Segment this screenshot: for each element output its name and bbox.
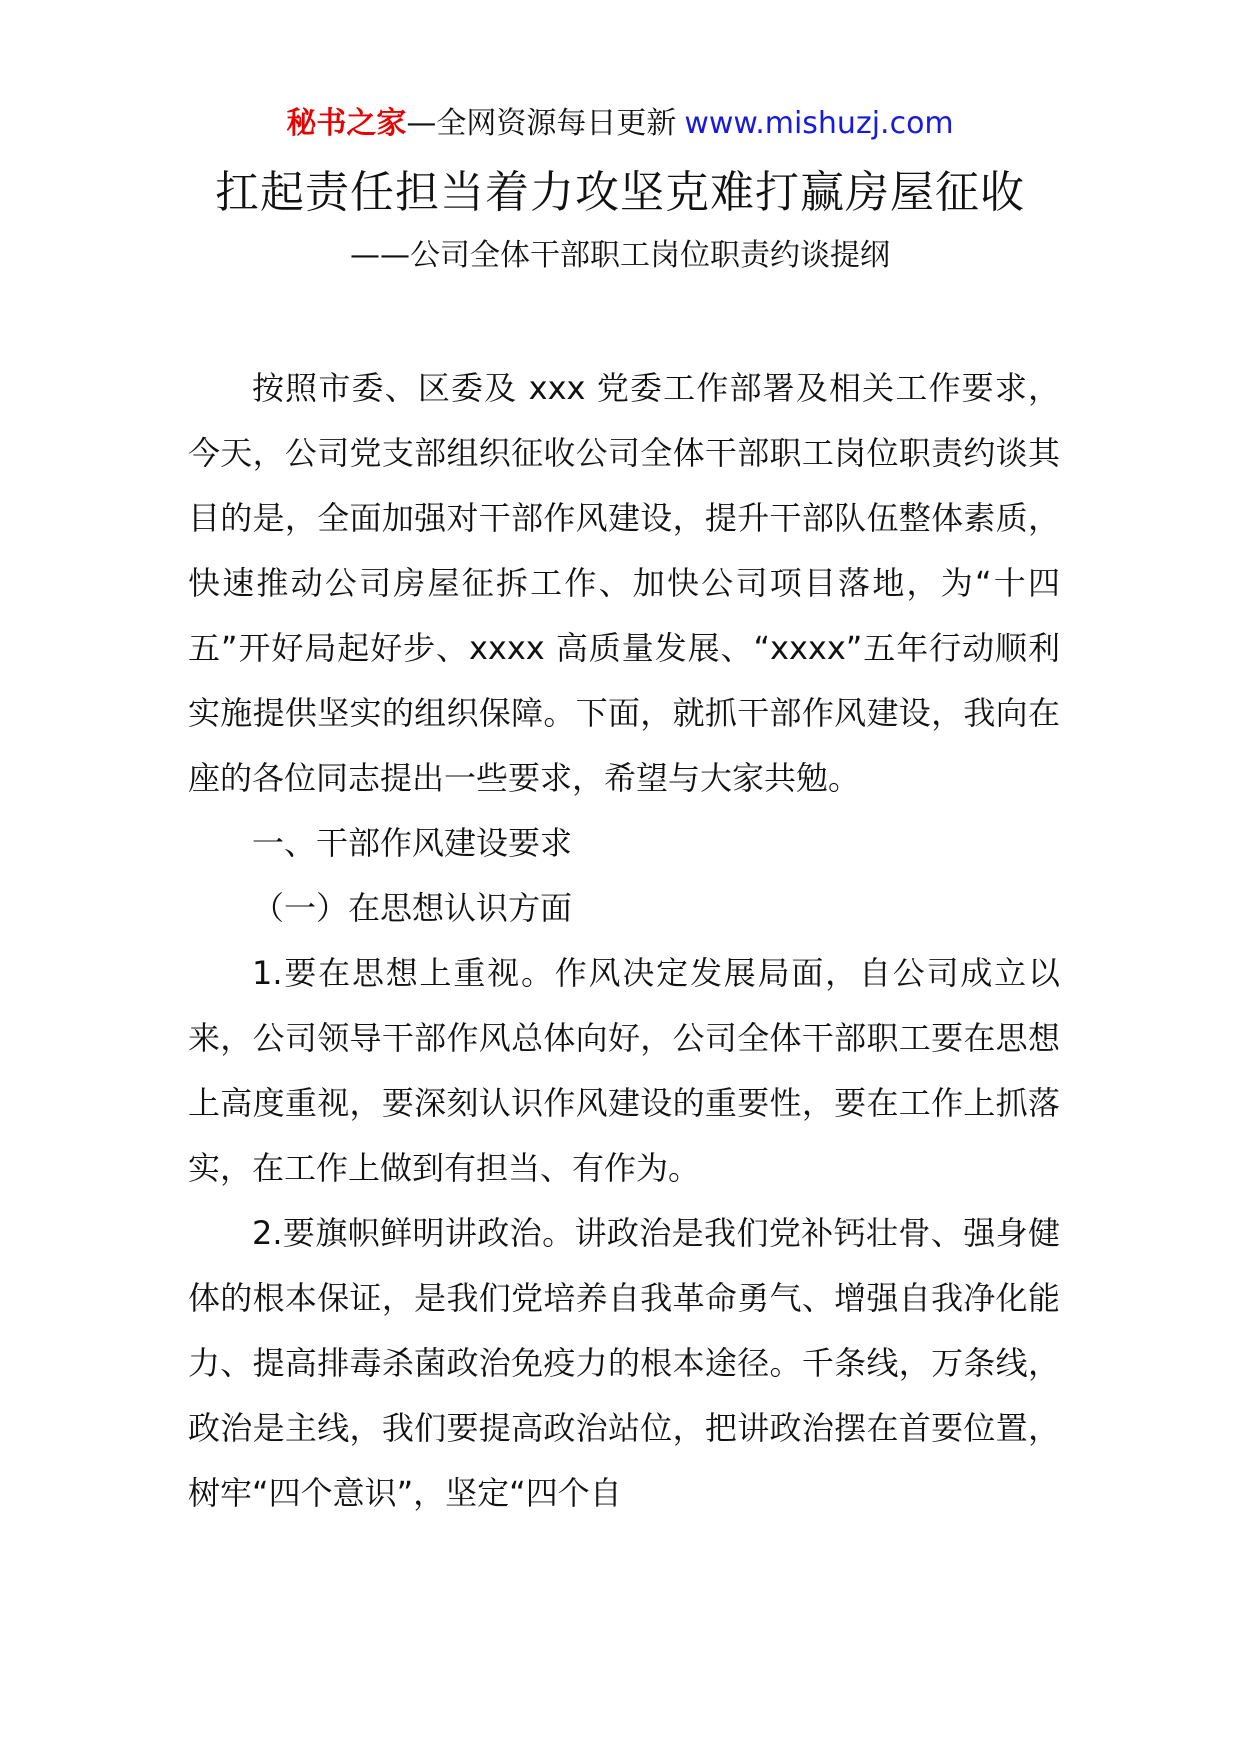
body-paragraph: 2.要旗帜鲜明讲政治。讲政治是我们党补钙壮骨、强身健体的根本保证，是我们党培养自我革命勇气、增强自我净化能力、提高排毒杀菌政治免疫力的根本途径。千条线，万条线，政治是主线，我们要提高政治站位，把讲政治摆在首要位置，树牢“四个意识”，坚定“四个自 (188, 1214, 1060, 1512)
website-link[interactable]: www.mishuzj.com (684, 106, 954, 141)
intro-paragraph: 按照市委、区委及 xxx 党委工作部署及相关工作要求，今天，公司党支部组织征收公司全体干部职工岗位职责约谈其目的是，全面加强对干部作风建设，提升干部队伍整体素质，快速推动公司房屋征拆工作、加快公司项目落地，为“十四五”开好局起好步、xxxx 高质量发展、“xxxx”五年行动顺利实施提供坚实的组织保障。下面，就抓干部作风建设，我向在座的各位同志提出一些要求，希望与大家共勉。 (188, 369, 1060, 797)
document-body (188, 356, 1060, 1526)
subsection-heading: （一）在思想认识方面 (252, 889, 573, 927)
banner-tagline: —全网资源每日更新 (406, 106, 677, 141)
body-paragraph: 1.要在思想上重视。作风决定发展局面，自公司成立以来，公司领导干部作风总体向好，公司全体干部职工要在思想上高度重视，要深刻认识作风建设的重要性，要在工作上抓落实，在工作上做到有担当、有作为。 (188, 954, 1060, 1187)
site-banner (0, 100, 1240, 148)
brand-name: 秘书之家 (286, 106, 407, 141)
document-subtitle: ——公司全体干部职工岗位职责约谈提纲 (350, 238, 890, 273)
section-heading: 一、干部作风建设要求 (252, 824, 573, 862)
document-title: 扛起责任担当着力攻坚克难打赢房屋征收 (215, 167, 1025, 218)
